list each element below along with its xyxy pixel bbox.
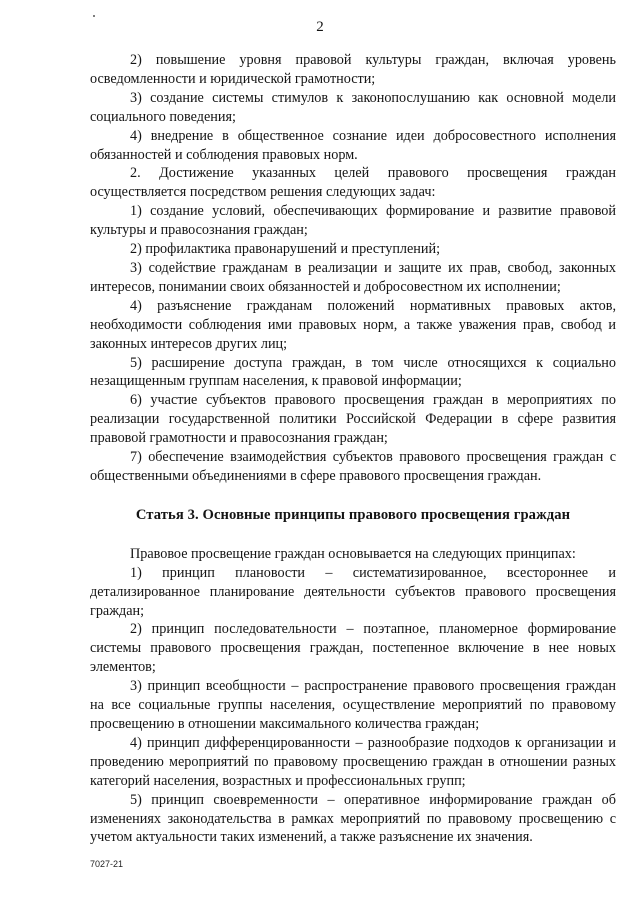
paragraph-goal-4: 4) внедрение в общественное сознание идеи добросовестного исполнения обязанностей и соблюдения правовых норм. — [90, 127, 616, 163]
paragraph-task-4: 4) разъяснение гражданам положений нормативных правовых актов, необходимости соблюдения ими правовых норм, а также уважения прав, свобод и законных интересов других лиц; — [90, 297, 616, 352]
paragraph-principle-5: 5) принцип своевременности – оперативное информирование граждан об изменениях законодательства в рамках мероприятий по правовому просвещению с учетом актуальности таких изменений, а также разъяснение их значения. — [90, 791, 616, 846]
paragraph-principles-intro: Правовое просвещение граждан основывается на следующих принципах: — [130, 545, 576, 562]
paragraph-tasks-intro: 2. Достижение указанных целей правового просвещения граждан осуществляется посредством решения следующих задач: — [90, 165, 616, 201]
paragraph-task-2: 2) профилактика правонарушений и преступлений; — [130, 241, 441, 258]
paragraph-task-1: 1) создание условий, обеспечивающих формирование и развитие правовой культуры и правосознания граждан; — [90, 203, 616, 239]
paragraph-task-3: 3) содействие гражданам в реализации и защите их прав, свобод, законных интересов, понимании своих обязанностей и добросовестном их исполнении; — [90, 259, 616, 295]
page-number: 2 — [316, 19, 324, 35]
paragraph-principle-1: 1) принцип плановости – систематизированное, всестороннее и детализированное планирование деятельности субъектов правового просвещения граждан; — [90, 564, 616, 619]
paragraph-task-6: 6) участие субъектов правового просвещения граждан в мероприятиях по реализации государственной политики Российской Федерации в сфере развития правовой грамотности и правосознания граждан; — [90, 392, 616, 447]
paragraph-principle-4: 4) принцип дифференцированности – разнообразие подходов к организации и проведению мероприятий по правовому просвещению граждан в отношении разных категорий населения, возрастных и профессиональных групп; — [90, 734, 616, 789]
paragraph-principle-2: 2) принцип последовательности – поэтапное, планомерное формирование системы правового просвещения граждан, постепенное включение в нее новых элементов; — [90, 621, 616, 676]
scan-speck — [93, 15, 95, 17]
paragraph-task-7: 7) обеспечение взаимодействия субъектов правового просвещения граждан с общественными объединениями в сфере правового просвещения граждан. — [90, 449, 616, 484]
paragraph-principle-3: 3) принцип всеобщности – распространение правового просвещения граждан на все социальные группы населения, осуществление мероприятий по правовому просвещению в отношении максимального количества граждан; — [90, 678, 616, 732]
document-body — [90, 51, 616, 847]
document-code: 7027-21 — [90, 859, 124, 869]
paragraph-task-5: 5) расширение доступа граждан, в том числе относящихся к социально незащищенным группам населения, к правовой информации; — [90, 354, 616, 390]
article-3-heading: Статья 3. Основные принципы правового просвещения граждан — [135, 506, 571, 523]
paragraph-goal-2: 2) повышение уровня правовой культуры граждан, включая уровень осведомленности и юридической грамотности; — [90, 52, 616, 87]
paragraph-goal-3: 3) создание системы стимулов к законопослушанию как основной модели социального поведения; — [90, 89, 616, 125]
